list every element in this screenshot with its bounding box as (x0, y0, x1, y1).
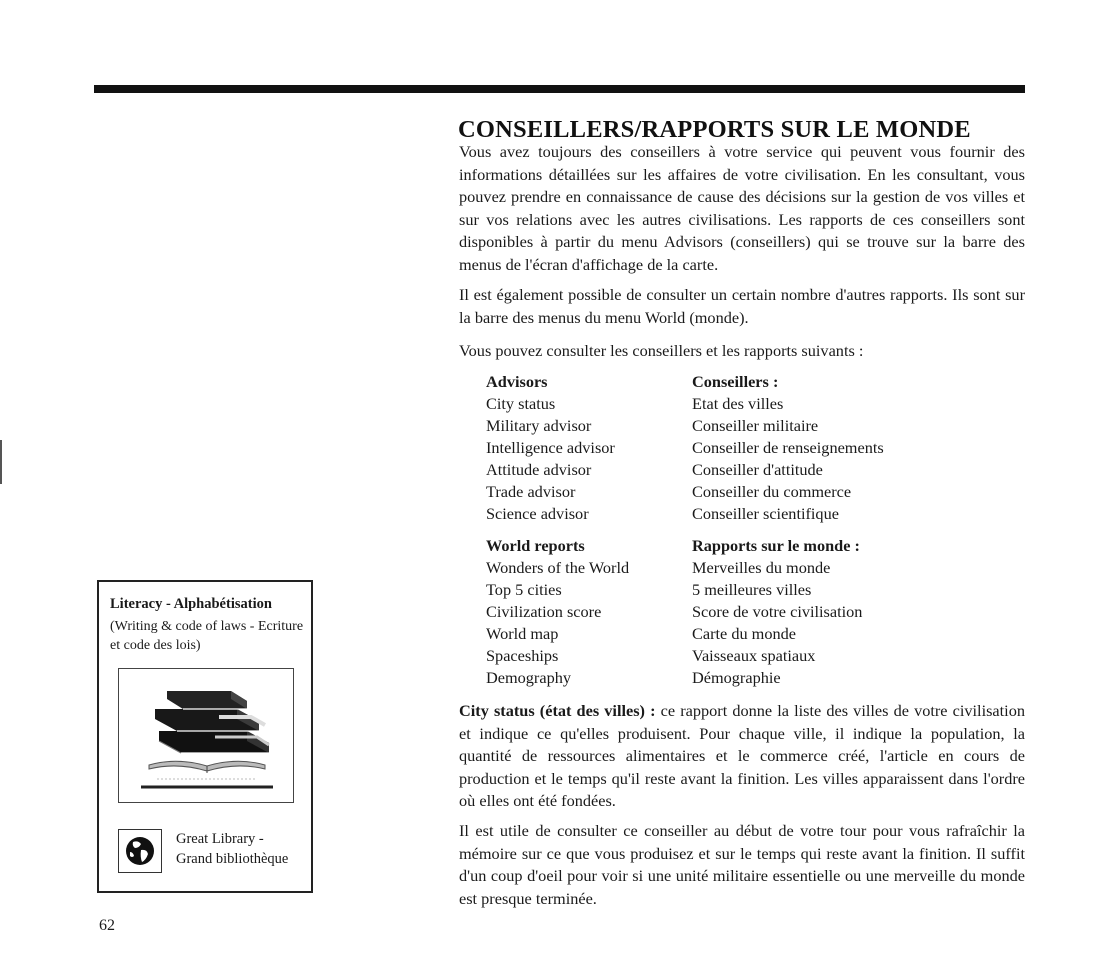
world-report-item-fr: 5 meilleures villes (692, 580, 812, 599)
advisor-item-en: City status (486, 394, 556, 413)
city-status-lead: City status (état des villes) : (459, 701, 656, 720)
world-reports-paragraph: Il est également possible de consulter un certain nombre d'autres rapports. Ils sont sur la barre des menus du menu World (monde). (459, 285, 1025, 327)
advisor-item-fr: Conseiller d'attitude (692, 460, 823, 479)
world-report-item-en: World map (486, 624, 559, 643)
world-report-item-fr: Vaisseaux spatiaux (692, 646, 816, 665)
advisor-item-en: Trade advisor (486, 482, 576, 501)
advisors-column-en (486, 371, 615, 525)
advisors-heading-en: Advisors (486, 372, 548, 391)
world-reports-column-en (486, 535, 629, 689)
sidebar-title: Literacy - Alphabétisation (110, 596, 272, 612)
advisor-item-fr: Conseiller de renseignements (692, 438, 884, 457)
advisors-heading-fr: Conseillers : (692, 372, 779, 391)
advisor-item-en: Science advisor (486, 504, 589, 523)
world-report-item-en: Demography (486, 668, 571, 687)
wonder-label (176, 829, 306, 869)
page-title: CONSEILLERS/RAPPORTS SUR LE MONDE (458, 116, 971, 144)
city-status-paragraph (459, 700, 1025, 813)
usage-tip-paragraph: Il est utile de consulter ce conseiller au début de votre tour pour vous rafraîchir la mémoire sur ce que vous produisez et sur le temps qui reste avant la finition. Il suffit d'un coup d'oeil pour voir si une unité militaire essentielle ou une merveille du monde est presque terminée. (459, 821, 1025, 908)
advisor-item-fr: Conseiller militaire (692, 416, 819, 435)
advisor-item-en: Attitude advisor (486, 460, 592, 479)
world-report-item-fr: Carte du monde (692, 624, 796, 643)
advisor-item-fr: Conseiller scientifique (692, 504, 839, 523)
advisor-item-en: Intelligence advisor (486, 438, 615, 457)
literacy-illustration (118, 668, 294, 803)
top-rule (94, 85, 1025, 93)
world-report-item-fr: Score de votre civilisation (692, 602, 863, 621)
page-number: 62 (99, 917, 115, 934)
wonder-name-fr: Grand bibliothèque (176, 851, 289, 867)
list-intro-paragraph: Vous pouvez consulter les conseillers et les rapports suivants : (459, 341, 864, 360)
globe-icon (118, 829, 162, 873)
margin-mark (0, 440, 2, 484)
wonder-name-en: Great Library - (176, 831, 264, 847)
world-report-item-en: Spaceships (486, 646, 559, 665)
world-report-item-en: Civilization score (486, 602, 602, 621)
books-icon (119, 669, 295, 804)
advisors-column-fr (692, 371, 884, 525)
world-reports-heading-en: World reports (486, 536, 585, 555)
world-report-item-en: Wonders of the World (486, 558, 630, 577)
world-report-item-fr: Merveilles du monde (692, 558, 831, 577)
intro-paragraph: Vous avez toujours des conseillers à votre service qui peuvent vous fournir des informations détaillées sur les affaires de votre civilisation. En les consultant, vous pouvez prendre en connaissance de cause des décisions sur la gestion de vos villes et sur vos relations avec les autres civilisations. Les rapports de ces conseillers sont disponibles à partir du menu Advisors (conseillers) qui se trouve sur la barre des menus de l'écran d'affichage de la carte. (459, 142, 1025, 274)
advisor-item-fr: Etat des villes (692, 394, 784, 413)
city-status-body: ce rapport donne la liste des villes de votre civilisation et indique ce qu'elles produisent. Pour chaque ville, il indique la population, la quantité de ressources alimentaires et le commerce créé, l'article en cours de production et le temps qu'il reste avant la finition. Les villes apparaissent dans l'ordre où elles ont été fondées. (459, 701, 1025, 810)
advisor-item-fr: Conseiller du commerce (692, 482, 852, 501)
world-report-item-en: Top 5 cities (486, 580, 562, 599)
world-reports-column-fr (692, 535, 862, 689)
sidebar-subtitle: (Writing & code of laws - Ecriture et code des lois) (110, 619, 304, 653)
world-reports-heading-fr: Rapports sur le monde : (692, 536, 860, 555)
world-report-item-fr: Démographie (692, 668, 781, 687)
advisor-item-en: Military advisor (486, 416, 592, 435)
technology-sidebar (97, 580, 313, 893)
